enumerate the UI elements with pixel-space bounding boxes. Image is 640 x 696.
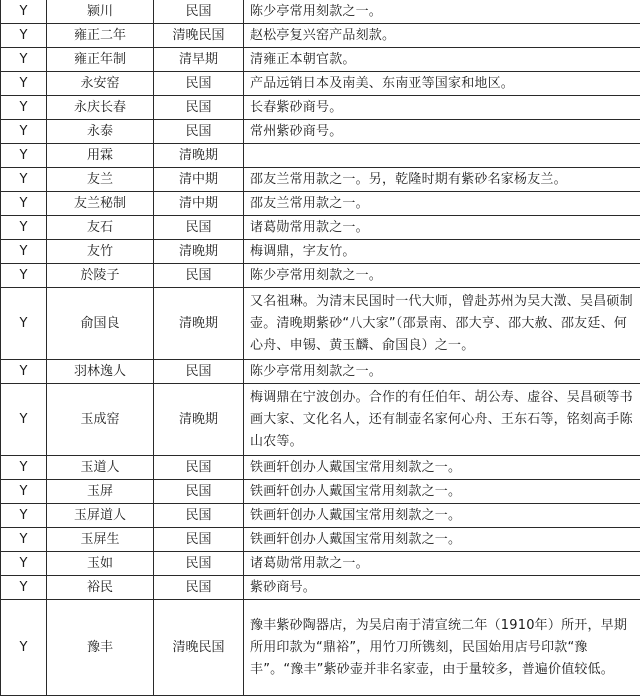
name-cell: 友兰 [47, 168, 154, 192]
table-row [1, 552, 640, 576]
note-cell: 梅调鼎在宁波创办。合作的有任伯年、胡公寿、虚谷、吴昌硕等书画大家、文化名人，还有制壶名家何心舟、王东石等，铭刻高手陈山农等。 [244, 384, 640, 456]
note-cell: 铁画轩创办人戴国宝常用刻款之一。 [244, 528, 640, 552]
name-cell: 玉屏道人 [47, 504, 154, 528]
period-cell: 清晚民国 [154, 600, 244, 696]
table-row [1, 576, 640, 600]
note-cell: 邵友兰常用款之一。另，乾隆时期有紫砂名家杨友兰。 [244, 168, 640, 192]
mark-cell: Y [1, 360, 47, 384]
name-cell: 玉屏生 [47, 528, 154, 552]
table-row [1, 0, 640, 24]
note-cell: 清雍正本朝官款。 [244, 48, 640, 72]
mark-cell: Y [1, 600, 47, 696]
mark-cell: Y [1, 528, 47, 552]
name-cell: 永安窑 [47, 72, 154, 96]
table-row [1, 120, 640, 144]
table-row [1, 48, 640, 72]
mark-cell: Y [1, 48, 47, 72]
note-cell: 产品远销日本及南美、东南亚等国家和地区。 [244, 72, 640, 96]
period-cell: 清晚期 [154, 384, 244, 456]
note-cell: 常州紫砂商号。 [244, 120, 640, 144]
mark-table-body [1, 0, 640, 696]
note-cell: 又名祖琳。为清末民国时一代大师，曾赴苏州为吴大澂、吴昌硕制壶。清晚期紫砂“八大家”（邵景南、邵大亨、邵大赦、邵友廷、何心舟、申锡、黄玉麟、俞国良）之一。 [244, 288, 640, 360]
period-cell: 清晚期 [154, 240, 244, 264]
name-cell: 玉道人 [47, 456, 154, 480]
mark-cell: Y [1, 288, 47, 360]
table-row [1, 192, 640, 216]
period-cell: 民国 [154, 576, 244, 600]
period-cell: 清晚民国 [154, 24, 244, 48]
period-cell: 清中期 [154, 192, 244, 216]
period-cell: 民国 [154, 0, 244, 24]
name-cell: 永庆长春 [47, 96, 154, 120]
table-row [1, 384, 640, 456]
mark-cell: Y [1, 0, 47, 24]
note-cell: 梅调鼎，字友竹。 [244, 240, 640, 264]
table-row [1, 216, 640, 240]
period-cell: 民国 [154, 552, 244, 576]
note-cell: 铁画轩创办人戴国宝常用刻款之一。 [244, 504, 640, 528]
period-cell: 民国 [154, 480, 244, 504]
note-cell: 诸葛勋常用款之一。 [244, 552, 640, 576]
note-cell: 陈少亭常用刻款之一。 [244, 0, 640, 24]
period-cell: 清晚期 [154, 144, 244, 168]
mark-cell: Y [1, 456, 47, 480]
note-cell: 邵友兰常用款之一。 [244, 192, 640, 216]
mark-cell: Y [1, 384, 47, 456]
table-row [1, 528, 640, 552]
mark-cell: Y [1, 576, 47, 600]
name-cell: 俞国良 [47, 288, 154, 360]
period-cell: 民国 [154, 456, 244, 480]
mark-cell: Y [1, 24, 47, 48]
mark-cell: Y [1, 240, 47, 264]
mark-cell: Y [1, 504, 47, 528]
table-row [1, 72, 640, 96]
period-cell: 清中期 [154, 168, 244, 192]
table-row [1, 240, 640, 264]
name-cell: 豫丰 [47, 600, 154, 696]
mark-cell: Y [1, 552, 47, 576]
table-row [1, 264, 640, 288]
table-row [1, 168, 640, 192]
mark-cell: Y [1, 120, 47, 144]
period-cell: 民国 [154, 96, 244, 120]
name-cell: 玉成窑 [47, 384, 154, 456]
name-cell: 友石 [47, 216, 154, 240]
note-cell: 长春紫砂商号。 [244, 96, 640, 120]
note-cell: 赵松亭复兴窑产品刻款。 [244, 24, 640, 48]
name-cell: 友竹 [47, 240, 154, 264]
table-row [1, 480, 640, 504]
period-cell: 民国 [154, 120, 244, 144]
name-cell: 友兰秘制 [47, 192, 154, 216]
name-cell: 裕民 [47, 576, 154, 600]
period-cell: 清早期 [154, 48, 244, 72]
mark-cell: Y [1, 168, 47, 192]
mark-cell: Y [1, 192, 47, 216]
name-cell: 於陵子 [47, 264, 154, 288]
period-cell: 民国 [154, 264, 244, 288]
table-row [1, 96, 640, 120]
table-row [1, 24, 640, 48]
period-cell: 民国 [154, 528, 244, 552]
name-cell: 雍正二年 [47, 24, 154, 48]
name-cell: 颍川 [47, 0, 154, 24]
period-cell: 民国 [154, 72, 244, 96]
name-cell: 用霖 [47, 144, 154, 168]
note-cell: 豫丰紫砂陶器店，为吴启南于清宣统二年（1910年）所开，早期所用印款为“鼎裕”，用竹刀所镌刻，民国始用店号印款“豫丰”。“豫丰”紫砂壶并非名家壶，由于量较多，普遍价值较低。 [244, 600, 640, 696]
note-cell: 铁画轩创办人戴国宝常用刻款之一。 [244, 480, 640, 504]
mark-cell: Y [1, 144, 47, 168]
mark-cell: Y [1, 216, 47, 240]
mark-cell: Y [1, 72, 47, 96]
table-row [1, 360, 640, 384]
name-cell: 玉屏 [47, 480, 154, 504]
table-row [1, 504, 640, 528]
period-cell: 清晚期 [154, 288, 244, 360]
mark-cell: Y [1, 264, 47, 288]
name-cell: 羽林逸人 [47, 360, 154, 384]
note-cell: 诸葛勋常用款之一。 [244, 216, 640, 240]
period-cell: 民国 [154, 216, 244, 240]
table-row [1, 144, 640, 168]
note-cell [244, 144, 640, 168]
note-cell: 陈少亭常用刻款之一。 [244, 360, 640, 384]
period-cell: 民国 [154, 504, 244, 528]
name-cell: 玉如 [47, 552, 154, 576]
mark-cell: Y [1, 480, 47, 504]
note-cell: 铁画轩创办人戴国宝常用刻款之一。 [244, 456, 640, 480]
table-row [1, 600, 640, 696]
mark-cell: Y [1, 96, 47, 120]
table-row [1, 288, 640, 360]
name-cell: 永泰 [47, 120, 154, 144]
note-cell: 陈少亭常用刻款之一。 [244, 264, 640, 288]
table-row [1, 456, 640, 480]
period-cell: 民国 [154, 360, 244, 384]
note-cell: 紫砂商号。 [244, 576, 640, 600]
name-cell: 雍正年制 [47, 48, 154, 72]
